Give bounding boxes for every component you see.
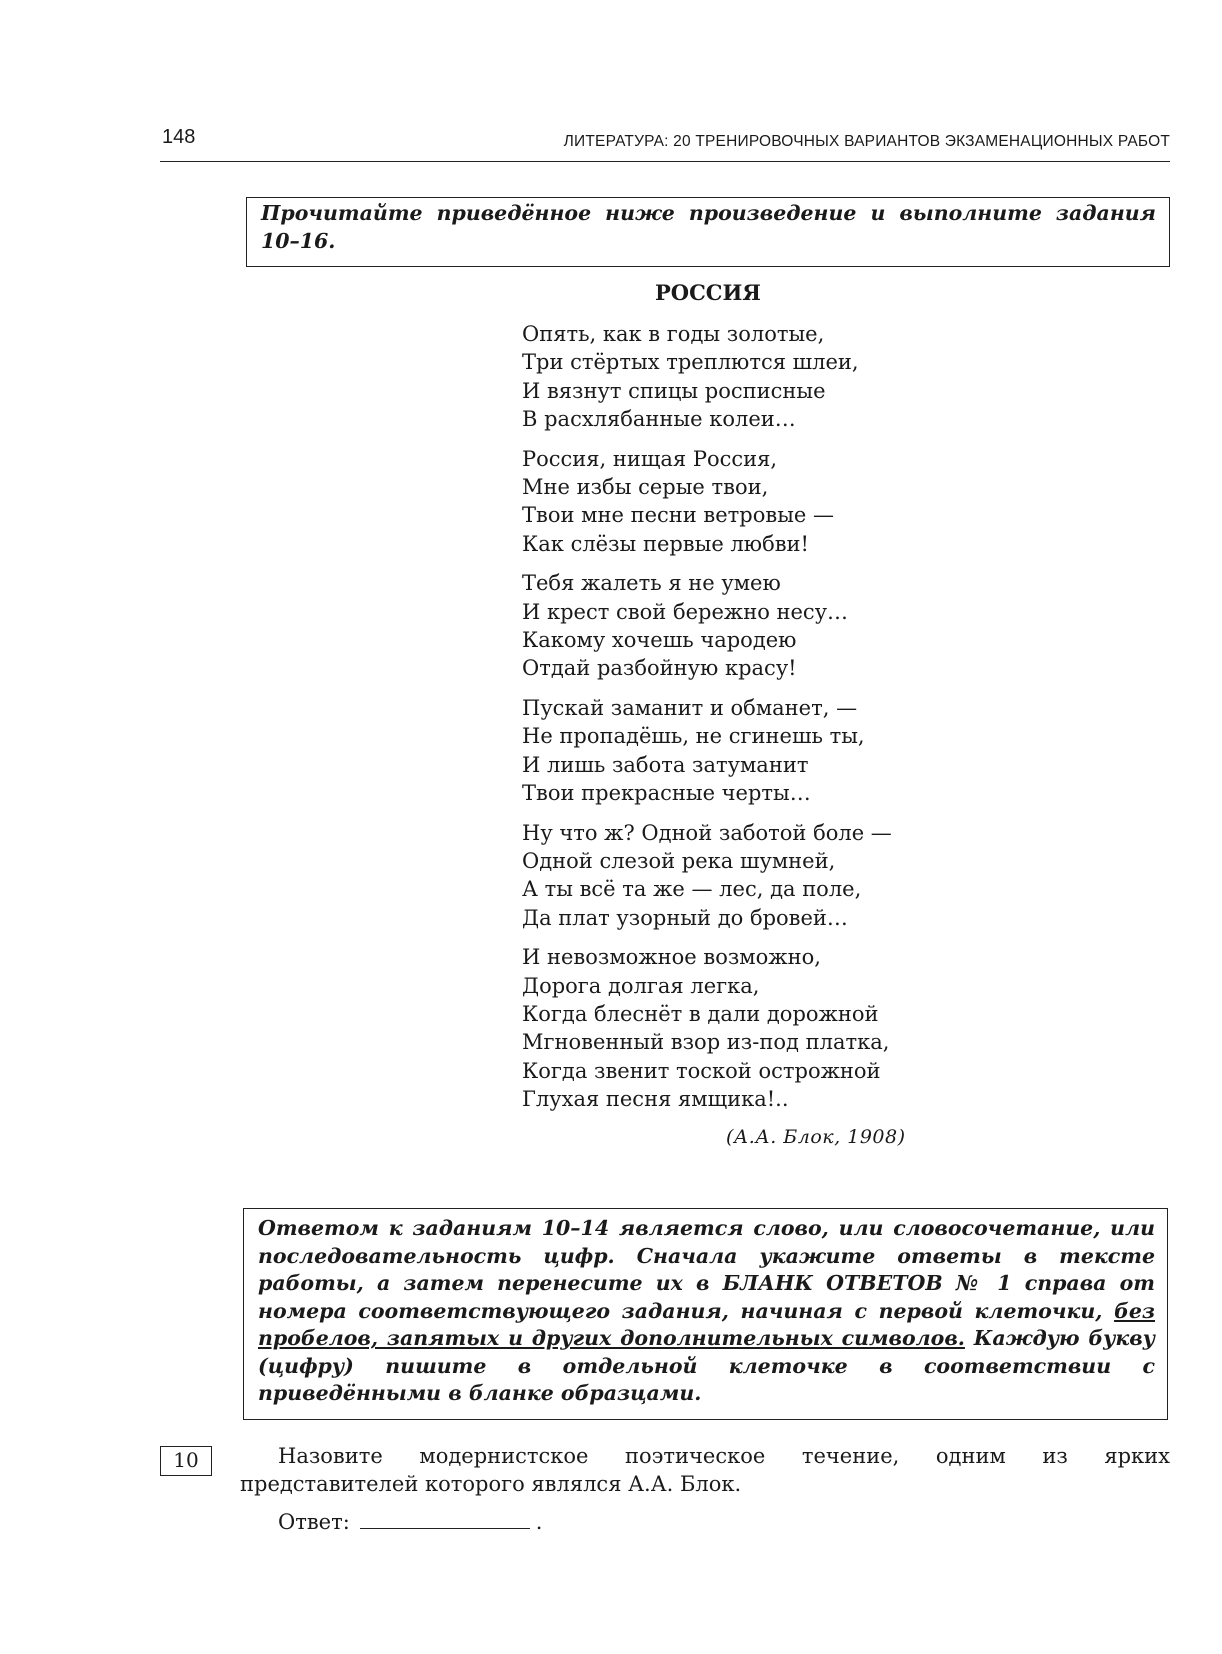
poem-line: Не пропадёшь, не сгинешь ты, <box>522 724 865 749</box>
answer-instructions-text: Ответом к заданиям 10–14 является слово, или словосочетание, или последовательность цифр. Сначала укажите ответы в тексте работы, а затем перенесите их в БЛАНК ОТВЕТОВ № 1 справа от номера соответствующего задания, начиная с первой клеточки, <box>258 1216 1155 1323</box>
answer-label: Ответ: <box>278 1510 350 1534</box>
poem-body <box>522 320 892 1125</box>
poem-line: Твои мне песни ветровые — <box>522 503 835 528</box>
instruction-box <box>246 197 1170 267</box>
poem-line: Когда блеснёт в дали дорожной <box>522 1001 879 1026</box>
poem-line: Отдай разбойную красу! <box>522 656 797 681</box>
stanza <box>522 320 892 434</box>
answer-instructions-underlined: без пробелов, запятых и других дополнительных символов. <box>258 1298 1155 1350</box>
task-question: Назовите модернистское поэтическое течение, одним из ярких представителей которого являлся А.А. Блок. <box>240 1444 1170 1496</box>
poem-line: И вязнут спицы росписные <box>522 378 826 403</box>
stanza <box>522 943 892 1113</box>
answer-instructions-box <box>243 1208 1168 1420</box>
poem-line: Как слёзы первые любви! <box>522 531 809 556</box>
poem-line: Тебя жалеть я не умею <box>522 571 781 596</box>
answer-line <box>278 1510 542 1534</box>
poem-line: Какому хочешь чародею <box>522 628 797 653</box>
poem-line: И лишь забота затуманит <box>522 752 809 777</box>
instruction-text: Прочитайте приведённое ниже произведение и выполните задания 10–16. <box>261 201 1156 253</box>
poem-title: РОССИЯ <box>655 280 761 305</box>
poem-line: Пускай заманит и обманет, — <box>522 695 858 720</box>
poem-line: Да плат узорный до бровей… <box>522 905 848 930</box>
poem-line: Когда звенит тоской острожной <box>522 1058 881 1083</box>
running-header: ЛИТЕРАТУРА: 20 ТРЕНИРОВОЧНЫХ ВАРИАНТОВ ЭКЗАМЕНАЦИОННЫХ РАБОТ <box>563 133 1170 150</box>
poem-line: И крест свой бережно несу… <box>522 599 849 624</box>
stanza <box>522 569 892 683</box>
page-number: 148 <box>162 126 196 148</box>
poem-line: И невозможное возможно, <box>522 945 821 970</box>
poem-line: Ну что ж? Одной заботой боле — <box>522 820 892 845</box>
stanza <box>522 445 892 559</box>
poem-line: Глухая песня ямщика!.. <box>522 1087 789 1112</box>
poem-line: Россия, нищая Россия, <box>522 446 778 471</box>
answer-instructions-text-end: Каждую букву (цифру) пишите в отдельной клеточке в соответствии с приведёнными в бланке образцами. <box>258 1326 1155 1405</box>
answer-blank[interactable] <box>360 1512 530 1529</box>
poem-line: Твои прекрасные черты… <box>522 781 811 806</box>
poem-attribution: (А.А. Блок, 1908) <box>726 1126 906 1148</box>
stanza <box>522 819 892 933</box>
stanza <box>522 694 892 808</box>
poem-line: В расхлябанные колеи… <box>522 407 796 432</box>
poem-line: Опять, как в годы золотые, <box>522 322 825 346</box>
poem-line: Одной слезой река шумней, <box>522 848 836 873</box>
poem-line: А ты всё та же — лес, да поле, <box>522 877 862 902</box>
poem-line: Мгновенный взор из-под платка, <box>522 1030 890 1055</box>
task-number-box: 10 <box>160 1446 212 1476</box>
poem-line: Мне избы серые твои, <box>522 475 769 500</box>
answer-end-period: . <box>535 1510 543 1534</box>
poem-line: Дорога долгая легка, <box>522 973 760 998</box>
header-divider <box>160 161 1170 162</box>
poem-line: Три стёртых треплются шлеи, <box>522 350 859 375</box>
